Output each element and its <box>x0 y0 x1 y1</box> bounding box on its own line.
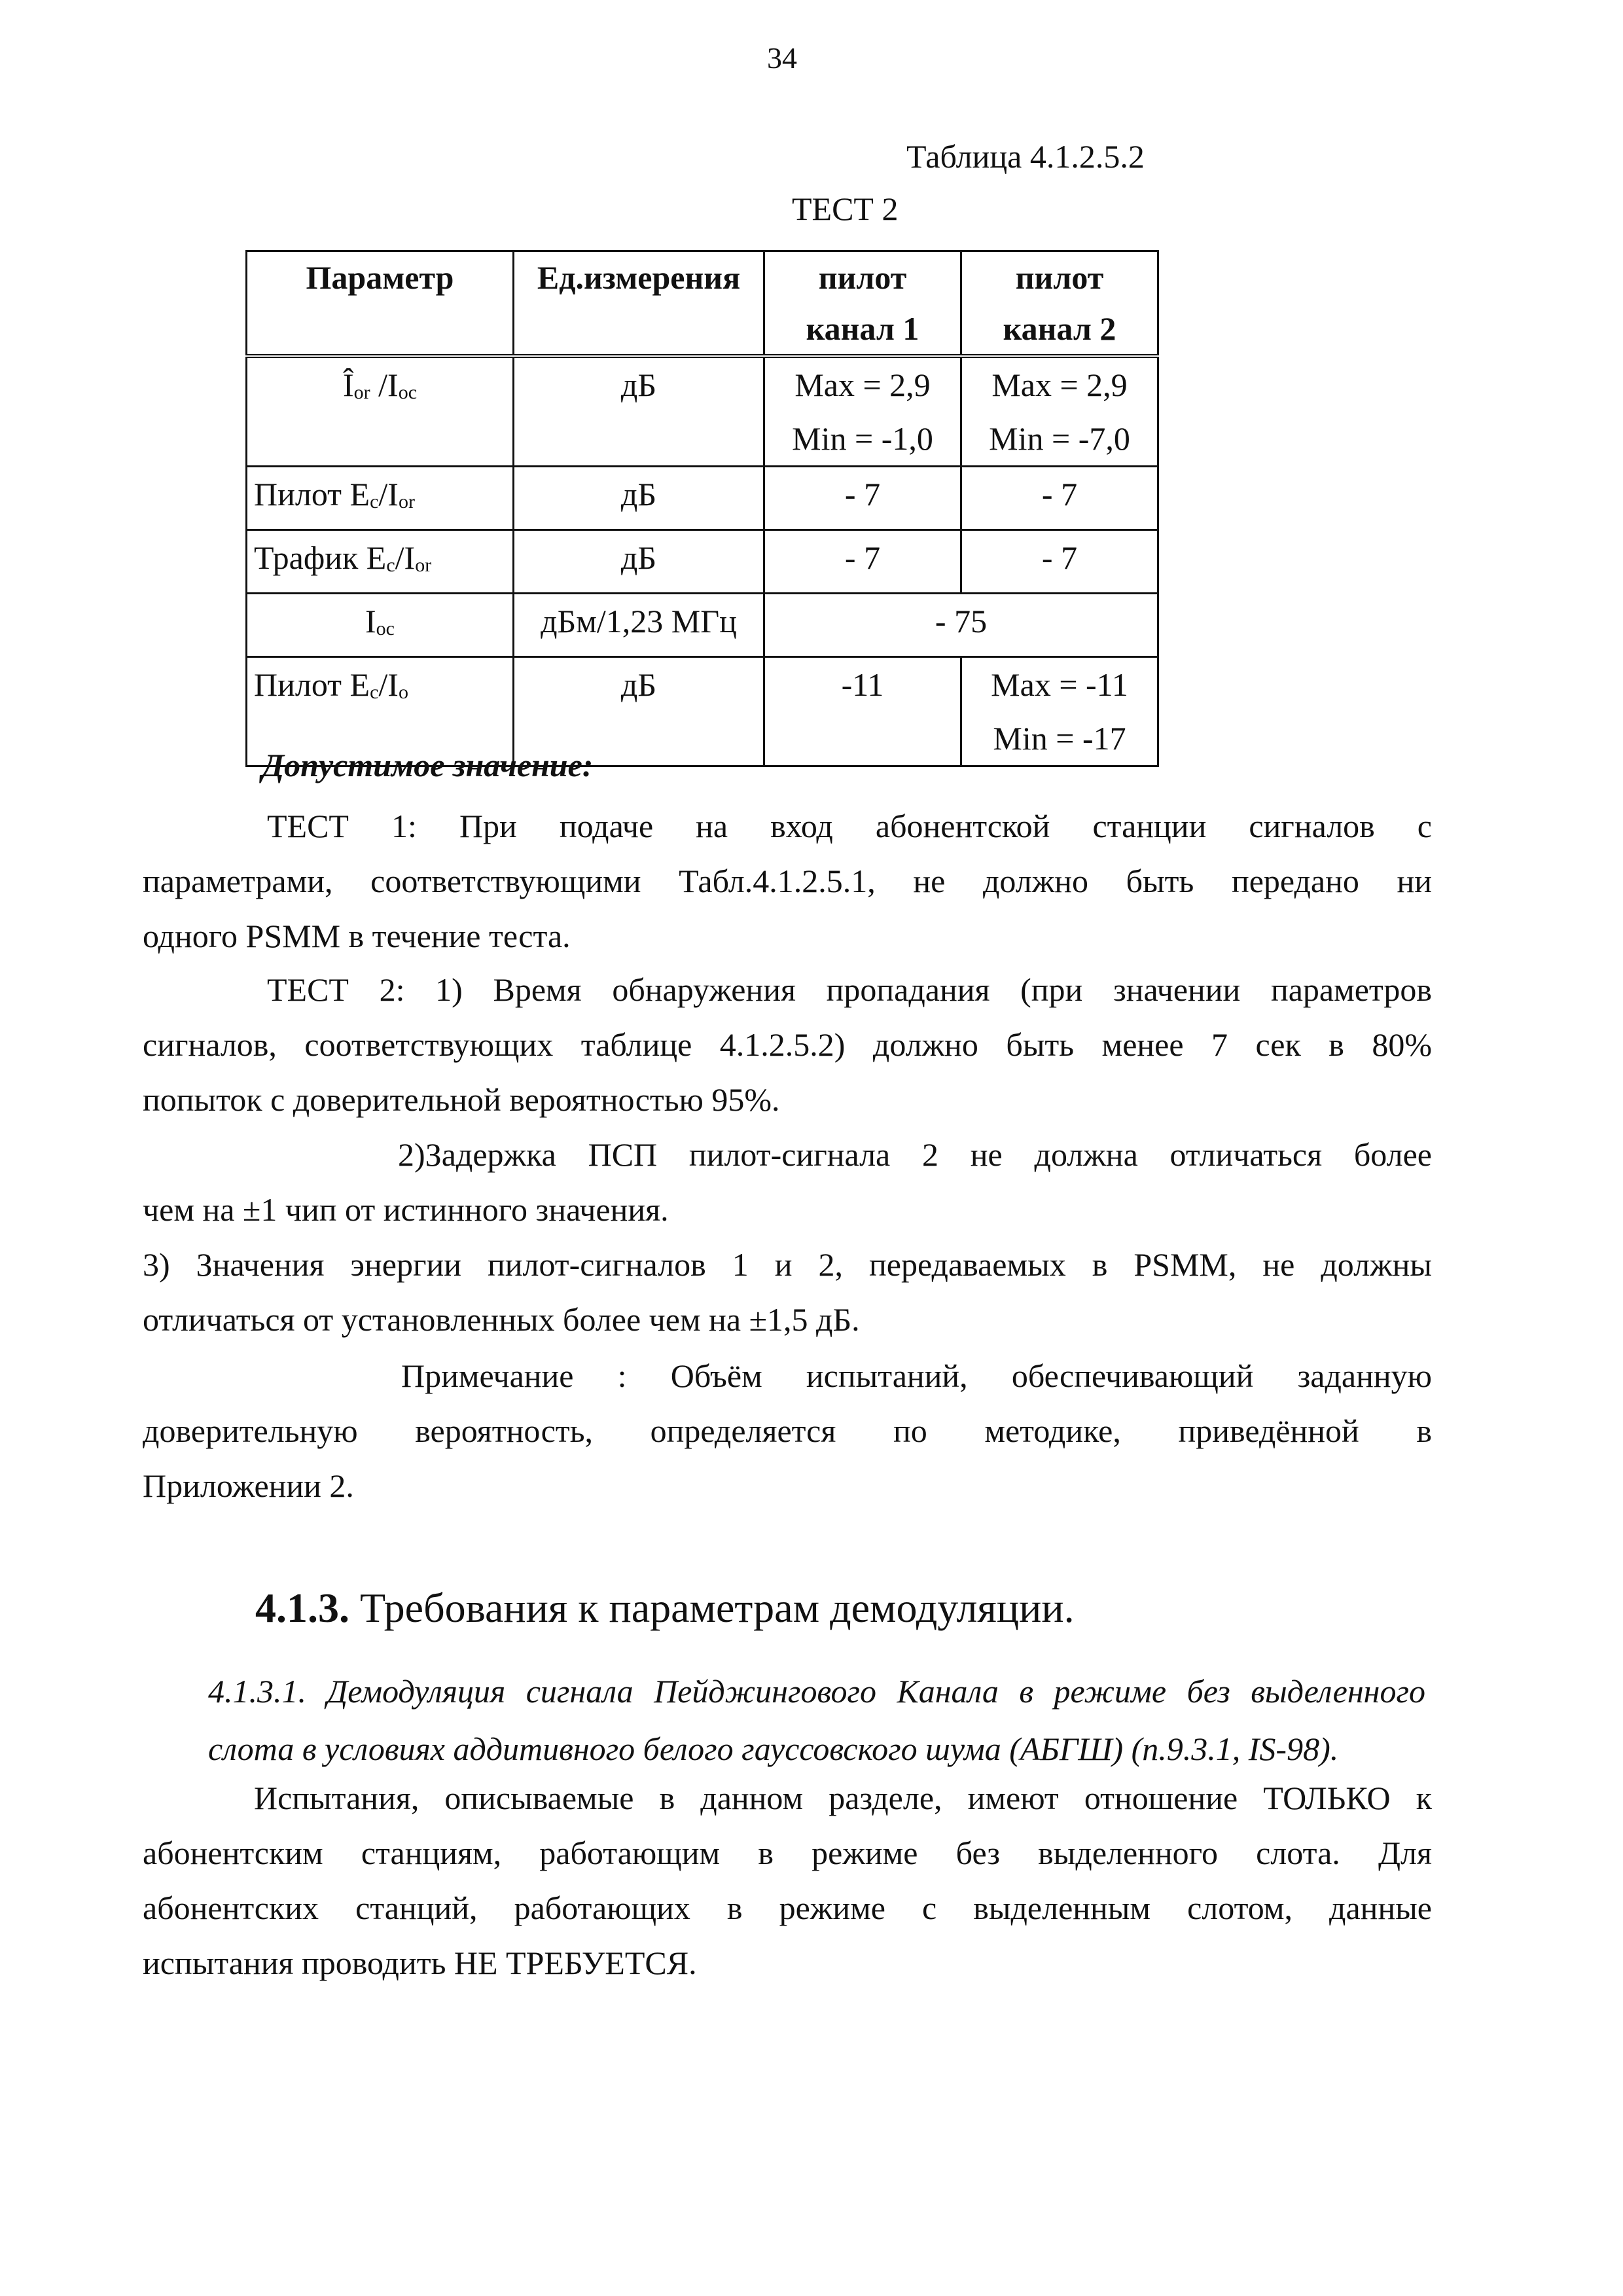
parameters-table <box>245 250 1159 767</box>
header-unit: Ед.измерения <box>514 251 764 357</box>
row-pilot-1: -11 <box>764 657 961 766</box>
table-caption: Таблица 4.1.2.5.2 <box>906 138 1145 175</box>
row-pilot-1: Max = 2,9 Min = -1,0 <box>764 356 961 467</box>
section-4-1-3-heading: 4.1.3. Требования к параметрам демодуляции. <box>255 1585 1075 1631</box>
row-pilot-1: - 7 <box>764 467 961 530</box>
row-param: Трафик Ec/Ior <box>247 530 514 594</box>
row-unit: дБ <box>514 467 764 530</box>
row-param: Îor /Ioc <box>247 356 514 467</box>
section-4-1-3-1-paragraph: Испытания, описываемые в данном разделе, имеют отношение ТОЛЬКО к абонентским станциям, работающим в режиме без выделенного слота. Для абонентских станций, работающих в режиме с выделенным слотом, данные испытания проводить НЕ ТРЕБУЕТСЯ. <box>143 1780 1432 1981</box>
header-pilot-2-a: пилот <box>1015 259 1104 296</box>
row-pilot-2: Max = 2,9 Min = -7,0 <box>961 356 1158 467</box>
header-param: Параметр <box>247 251 514 357</box>
row-unit: дБ <box>514 657 764 766</box>
header-pilot-2 <box>961 251 1158 357</box>
header-pilot-2-b: канал 2 <box>1003 310 1116 347</box>
row-unit: дБ <box>514 356 764 467</box>
section-4-1-3-1-heading: 4.1.3.1. Демодуляция сигнала Пейджингового Канала в режиме без выделенного слота в условиях аддитивного белого гауссовского шума (АБГШ) (п.9.3.1, IS-98). <box>208 1673 1425 1767</box>
test2-item2: 2)Задержка ПСП пилот-сигнала 2 не должна отличаться более чем на ±1 чип от истинного значения. <box>143 1136 1432 1228</box>
row-pilot-1: - 7 <box>764 530 961 594</box>
row-unit: дБм/1,23 МГц <box>514 594 764 657</box>
header-pilot-1-a: пилот <box>818 259 907 296</box>
table-test-title: ТЕСТ 2 <box>792 190 899 227</box>
row-pilot-2: - 7 <box>961 530 1158 594</box>
row-param: Ioc <box>247 594 514 657</box>
allowed-value-label: Допустимое значение: <box>262 747 594 783</box>
table-row <box>247 467 1158 530</box>
table-row <box>247 594 1158 657</box>
test2-paragraph: ТЕСТ 2: 1) Время обнаружения пропадания (при значении параметров сигналов, соответствующих таблице 4.1.2.5.2) должно быть менее 7 сек в 80% попыток с доверительной вероятностью 95%. <box>143 971 1432 1118</box>
page-number: 34 <box>767 41 797 75</box>
row-param: Пилот Ec/Ior <box>247 467 514 530</box>
row-pilot-2: Max = -11 Min = -17 <box>961 657 1158 766</box>
test1-paragraph: ТЕСТ 1: При подаче на вход абонентской станции сигналов с параметрами, соответствующими Табл.4.1.2.5.1, не должно быть передано ни одного PSMM в течение теста. <box>143 808 1432 954</box>
note-paragraph: Примечание : Объём испытаний, обеспечивающий заданную доверительную вероятность, определяется по методике, приведённой в Приложении 2. <box>143 1357 1432 1504</box>
row-unit: дБ <box>514 530 764 594</box>
header-pilot-1-b: канал 1 <box>806 310 919 347</box>
row-pilot-2: - 7 <box>961 467 1158 530</box>
row-param: Пилот Ec/Io <box>247 657 514 766</box>
table-header-row <box>247 251 1158 357</box>
header-pilot-1 <box>764 251 961 357</box>
table-row <box>247 530 1158 594</box>
table-row <box>247 356 1158 467</box>
test2-item3: 3) Значения энергии пилот-сигналов 1 и 2, передаваемых в PSMM, не должны отличаться от установленных более чем на ±1,5 дБ. <box>143 1246 1432 1338</box>
row-merged-value: - 75 <box>764 594 1158 657</box>
